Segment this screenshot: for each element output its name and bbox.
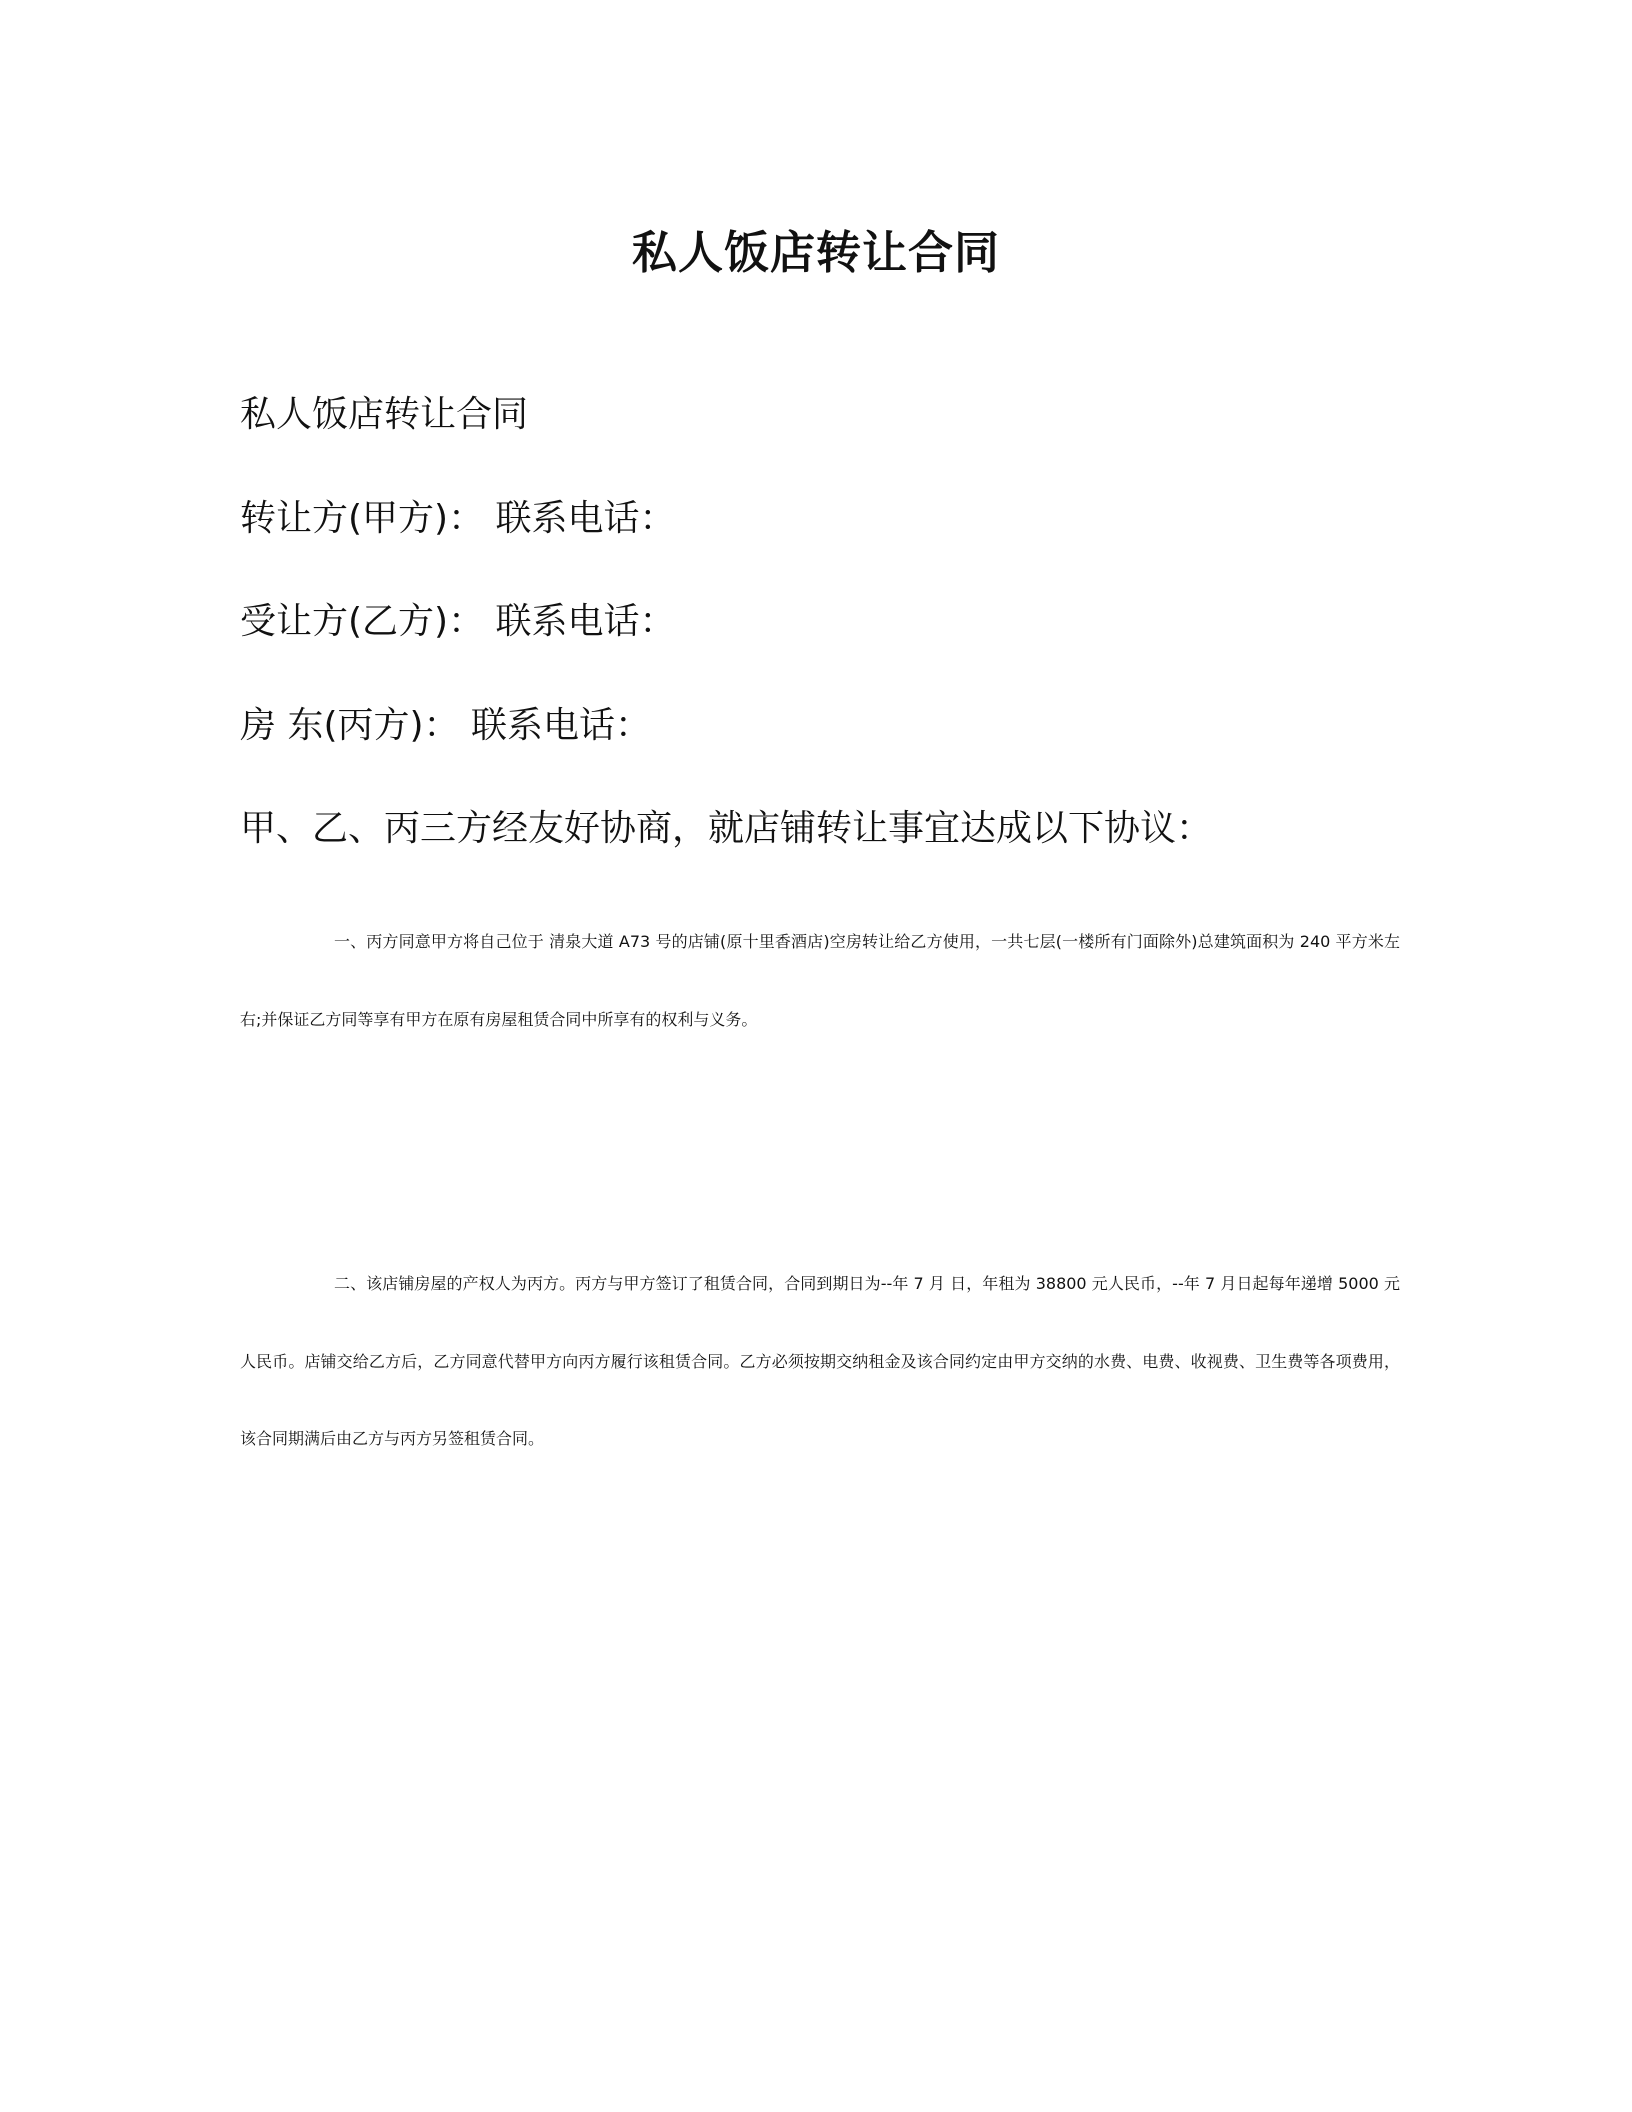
clause-2: 二、该店铺房屋的产权人为丙方。丙方与甲方签订了租赁合同，合同到期日为--年 7 月 日，年租为 38800 元人民币，--年 7 月日起每年递增 5000 元人民币。店铺交给乙方后，乙方同意代替甲方向丙方履行该租赁合同。乙方必须按期交纳租金及该合同约定由甲方交纳的水费、电费、收视费、卫生费等各项费用，该合同期满后由乙方与丙方另签租赁合同。 [240, 1274, 1400, 1448]
party-b-line: 受让方(乙方)： 联系电话： [240, 601, 676, 642]
document-subtitle: 私人饭店转让合同 [240, 394, 529, 435]
document-title: 私人饭店转让合同 [631, 226, 1000, 279]
party-c-line: 房 东(丙方)： 联系电话： [240, 705, 651, 746]
party-a-line: 转让方(甲方)： 联系电话： [240, 498, 676, 539]
clause-1: 一、丙方同意甲方将自己位于 清泉大道 A73 号的店铺(原十里香酒店)空房转让给乙方使用，一共七层(一楼所有门面除外)总建筑面积为 240 平方米左右;并保证乙方同等享有甲方在原有房屋租赁合同中所享有的权利与义务。 [240, 932, 1400, 1029]
intro-line: 甲、乙、丙三方经友好协商，就店铺转让事宜达成以下协议： [240, 808, 1213, 849]
